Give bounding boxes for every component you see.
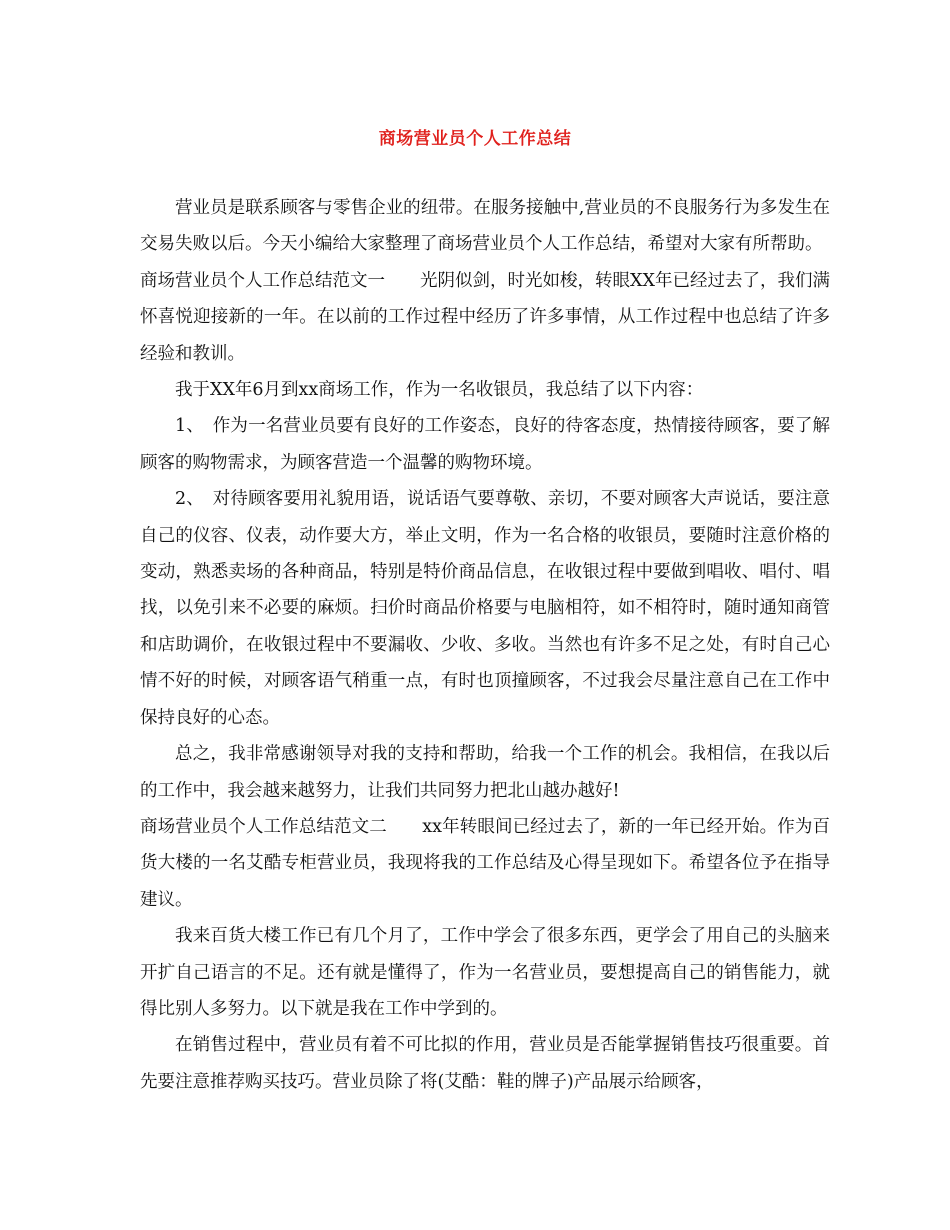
paragraph-point-one: 1、 作为一名营业员要有良好的工作姿态，良好的待客态度，热情接待顾客，要了解顾客的购物需求，为顾客营造一个温馨的购物环境。 [140,416,830,473]
paragraph-sales-skills: 在销售过程中，营业员有着不可比拟的作用，营业员是否能掌握销售技巧很重要。首先要注意推荐购买技巧。营业员除了将(艾酷：鞋的牌子)产品展示给顾客， [140,1035,830,1092]
paragraph-conclusion-one: 总之，我非常感谢领导对我的支持和帮助，给我一个工作的机会。我相信，在我以后的工作中，我会越来越努力，让我们共同努力把北山越办越好! [140,744,830,801]
paragraph-sample-two-heading: 商场营业员个人工作总结范文二 xx年转眼间已经过去了，新的一年已经开始。作为百货大楼的一名艾酷专柜营业员，我现将我的工作总结及心得呈现如下。希望各位予在指导建议。 [140,816,830,910]
document-body [140,190,830,1100]
document-title: 商场营业员个人工作总结 [378,129,572,149]
paragraph-point-two: 2、 对待顾客要用礼貌用语，说话语气要尊敬、亲切，不要对顾客大声说话，要注意自己的仪容、仪表，动作要大方，举止文明，作为一名合格的收银员，要随时注意价格的变动，熟悉卖场的各种商品，特别是特价商品信息，在收银过程中要做到唱收、唱付、唱找，以免引来不必要的麻烦。扫价时商品价格要与电脑相符，如不相符时，随时通知商管和店助调价，在收银过程中不要漏收、少收、多收。当然也有许多不足之处，有时自己心情不好的时候，对顾客语气稍重一点，有时也顶撞顾客，不过我会尽量注意自己在工作中保持良好的心态。 [140,489,830,728]
paragraph-intro: 营业员是联系顾客与零售企业的纽带。在服务接触中,营业员的不良服务行为多发生在交易失败以后。今天小编给大家整理了商场营业员个人工作总结，希望对大家有所帮助。 [140,198,830,255]
paragraph-experience: 我来百货大楼工作已有几个月了，工作中学会了很多东西，更学会了用自己的头脑来开扩自己语言的不足。还有就是懂得了，作为一名营业员，要想提高自己的销售能力，就得比别人多努力。以下就是我在工作中学到的。 [140,926,830,1019]
paragraph-sample-one-heading: 商场营业员个人工作总结范文一 光阴似剑，时光如梭，转眼XX年已经过去了，我们满怀喜悦迎接新的一年。在以前的工作过程中经历了许多事情，从工作过程中也总结了许多经验和教训。 [140,270,830,364]
paragraph-cashier-intro: 我于XX年6月到xx商场工作，作为一名收银员，我总结了以下内容： [175,380,704,401]
